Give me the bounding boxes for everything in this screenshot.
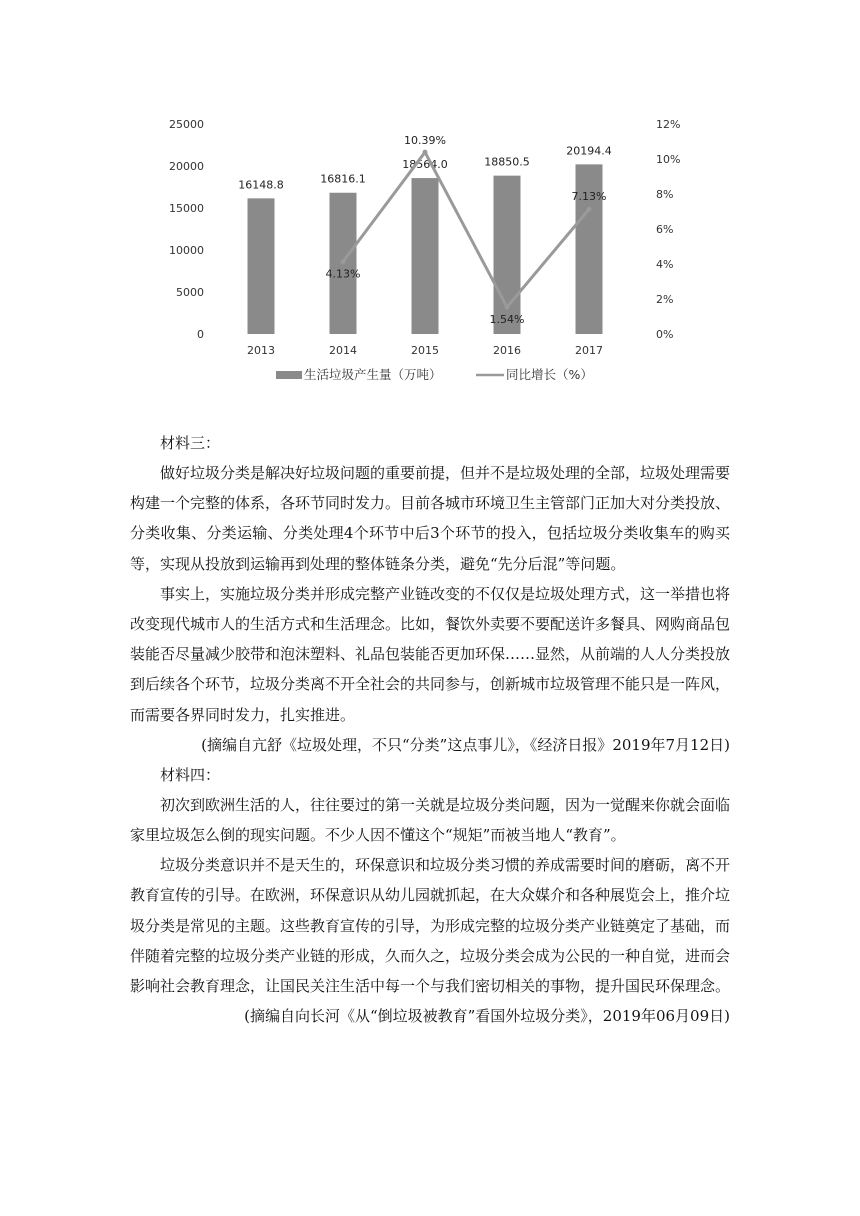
material-3-paragraph: 事实上，实施垃圾分类并形成完整产业链改变的不仅仅是垃圾处理方式，这一举措也将改变现代城市人的生活方式和生活理念。比如，餐饮外卖要不要配送许多餐具、网购商品包装能否尽量减少胶带和泡沫塑料、礼品包装能否更加环保……显然，从前端的人人分类投放到后续各个环节，垃圾分类离不开全社会的共同参与，创新城市垃圾管理不能只是一阵风，而需要各界同时发力，扎实推进。	[130, 584, 731, 724]
growth-value-label: 10.39%	[404, 134, 446, 148]
x-tick-label: 2013	[247, 344, 275, 357]
bar	[494, 176, 521, 334]
y-tick-label: 0	[197, 328, 204, 341]
growth-point	[587, 207, 592, 212]
growth-value-label: 4.13%	[325, 267, 361, 281]
y2-tick-label: 8%	[656, 188, 674, 201]
growth-line	[343, 152, 589, 307]
bar-value-label: 20194.4	[566, 144, 612, 158]
y2-tick-label: 6%	[656, 223, 674, 236]
growth-point	[341, 259, 346, 264]
material-4-heading: 材料四：	[160, 765, 221, 784]
bar-series	[238, 144, 612, 334]
bar-value-label: 18564.0	[402, 158, 448, 172]
waste-production-chart	[160, 112, 700, 392]
y-tick-label: 20000	[169, 160, 204, 173]
growth-value-label: 7.13%	[571, 190, 607, 204]
material-3-source: (摘编自亢舒《垃圾处理，不只“分类”这点事儿》，《经济日报》2019年7月12日)	[201, 735, 730, 754]
material-4-source: (摘编自向长河《从“倒垃圾被教育”看国外垃圾分类》，2019年06月09日)	[244, 1007, 730, 1026]
line-series	[326, 134, 607, 326]
x-tick-label: 2014	[329, 344, 357, 357]
y-tick-label: 25000	[169, 118, 204, 131]
x-tick-label: 2017	[575, 344, 603, 357]
legend-line-label: 同比增长（%）	[506, 367, 593, 382]
growth-point	[423, 150, 428, 155]
legend-bar-swatch	[276, 371, 302, 379]
legend-bar-label: 生活垃圾产生量（万吨）	[304, 367, 442, 382]
growth-value-label: 1.54%	[489, 313, 525, 327]
bar-value-label: 16148.8	[238, 178, 284, 192]
material-4-paragraph: 初次到欧洲生活的人，往往要过的第一关就是垃圾分类问题，因为一觉醒来你就会面临家里垃圾怎么倒的现实问题。不少人因不懂这个“规矩”而被当地人“教育”。	[130, 795, 731, 845]
x-tick-label: 2016	[493, 344, 521, 357]
y2-tick-label: 2%	[656, 293, 674, 306]
y-tick-label: 5000	[176, 286, 204, 299]
bar	[412, 178, 439, 334]
material-3-heading: 材料三：	[160, 434, 221, 452]
y2-tick-label: 10%	[656, 153, 681, 166]
y2-tick-label: 0%	[656, 328, 674, 341]
left-y-axis	[169, 118, 204, 341]
material-3	[130, 428, 730, 1031]
bar-value-label: 18850.5	[484, 155, 530, 169]
material-3-paragraph: 做好垃圾分类是解决好垃圾问题的重要前提，但并不是垃圾处理的全部，垃圾处理需要构建一个完整的体系，各环节同时发力。目前各城市环境卫生主管部门正加大对分类投放、分类收集、分类运输、分类处理4个环节中后3个环节的投入，包括垃圾分类收集车的购买等，实现从投放到运输再到处理的整体链条分类，避免“先分后混”等问题。	[130, 464, 731, 573]
growth-point	[505, 305, 510, 310]
x-axis	[247, 344, 603, 357]
x-tick-label: 2015	[411, 344, 439, 357]
y-tick-label: 10000	[169, 244, 204, 257]
chart-legend	[276, 367, 593, 382]
bar	[248, 198, 275, 334]
bar-value-label: 16816.1	[320, 172, 366, 186]
y-tick-label: 15000	[169, 202, 204, 215]
right-y-axis	[656, 118, 680, 341]
y2-tick-label: 4%	[656, 258, 674, 271]
material-4-paragraph: 垃圾分类意识并不是天生的，环保意识和垃圾分类习惯的养成需要时间的磨砺，离不开教育宣传的引导。在欧洲，环保意识从幼儿园就抓起，在大众媒介和各种展览会上，推介垃圾分类是常见的主题。这些教育宣传的引导，为形成完整的垃圾分类产业链奠定了基础，而伴随着完整的垃圾分类产业链的形成，久而久之，垃圾分类会成为公民的一种自觉，进而会影响社会教育理念，让国民关注生活中每一个与我们密切相关的事物，提升国民环保理念。	[130, 856, 731, 996]
y2-tick-label: 12%	[656, 118, 681, 131]
